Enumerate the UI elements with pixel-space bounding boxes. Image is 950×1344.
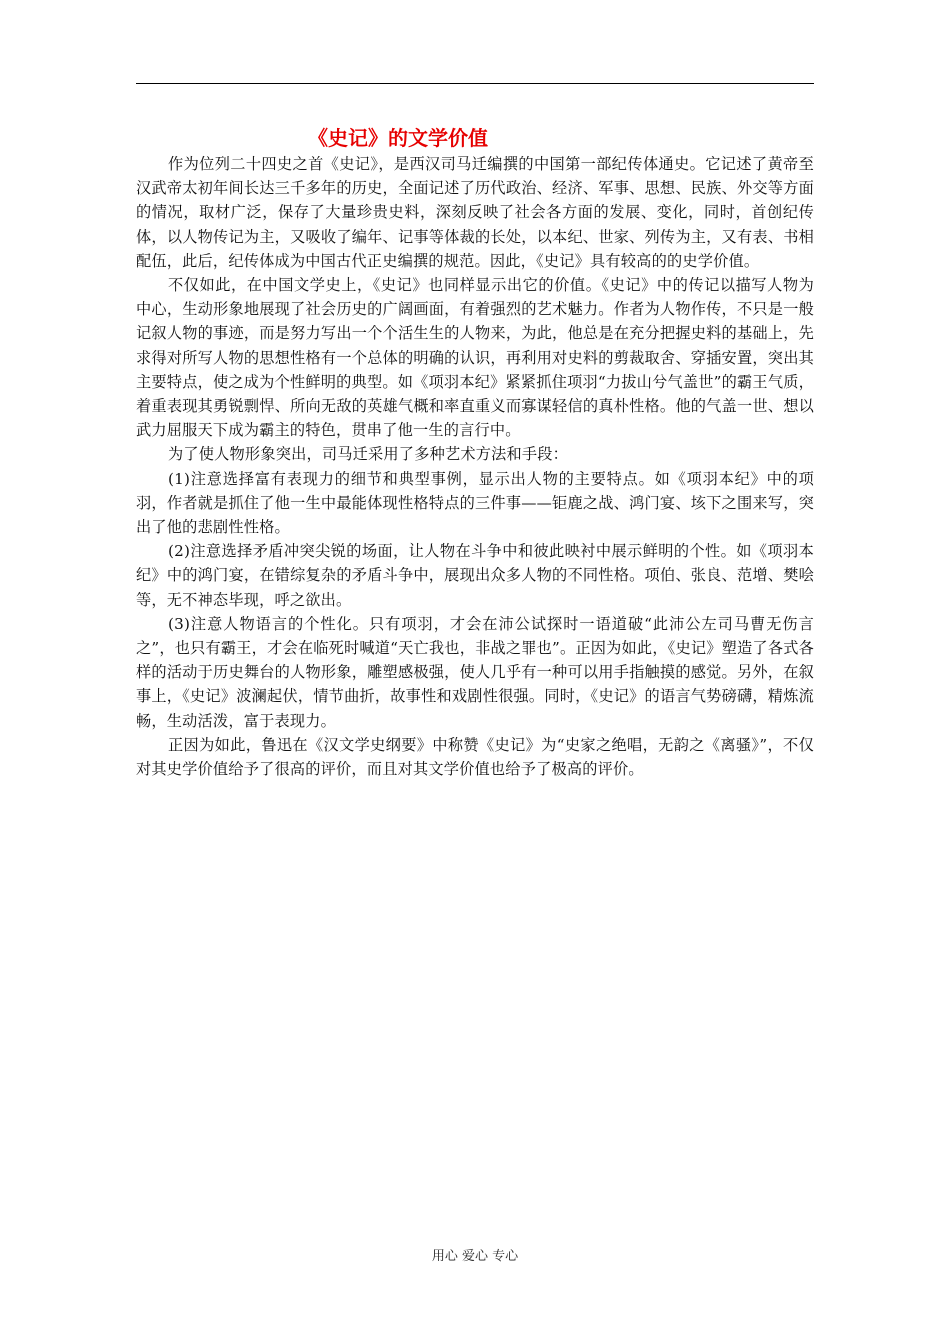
document-title: 《史记》的文学价值 bbox=[308, 126, 488, 150]
paragraph-method-1: (1)注意选择富有表现力的细节和典型事例，显示出人物的主要特点。如《项羽本纪》中的项羽，作者就是抓住了他一生中最能体现性格特点的三件事——钜鹿之战、鸿门宴、垓下之围来写，突出了他的悲剧性性格。 bbox=[136, 469, 814, 537]
document-body bbox=[136, 152, 814, 781]
paragraph-literary-value: 不仅如此，在中国文学史上，《史记》也同样显示出它的价值。《史记》中的传记以描写人物为中心，生动形象地展现了社会历史的广阔画面，有着强烈的艺术魅力。作者为人物作传，不只是一般记叙人物的事迹，而是努力写出一个个活生生的人物来，为此，他总是在充分把握史料的基础上，先求得对所写人物的思想性格有一个总体的明确的认识，再利用对史料的剪裁取舍、穿插安置，突出其主要特点，使之成为个性鲜明的典型。如《项羽本纪》紧紧抓住项羽“力拔山兮气盖世”的霸王气质，着重表现其勇锐剽悍、所向无敌的英雄气概和率直重义而寡谋轻信的真朴性格。他的气盖一世、想以武力屈服天下成为霸主的特色，贯串了他一生的言行中。 bbox=[136, 276, 814, 440]
paragraph-method-3: (3)注意人物语言的个性化。只有项羽，才会在沛公试探时一语道破“此沛公左司马曹无伤言之”，也只有霸王，才会在临死时喊道“天亡我也，非战之罪也”。正因为如此，《史记》塑造了各式各样的活动于历史舞台的人物形象，雕塑感极强，使人几乎有一种可以用手指触摸的感觉。另外，在叙事上，《史记》波澜起伏，情节曲折，故事性和戏剧性很强。同时，《史记》的语言气势磅礴，精炼流畅，生动活泼，富于表现力。 bbox=[136, 614, 814, 730]
page-footer: 用心 爱心 专心 bbox=[431, 1249, 519, 1264]
paragraph-intro: 作为位列二十四史之首《史记》，是西汉司马迁编撰的中国第一部纪传体通史。它记述了黄帝至汉武帝太初年间长达三千多年的历史，全面记述了历代政治、经济、军事、思想、民族、外交等方面的情况，取材广泛，保存了大量珍贵史料，深刻反映了社会各方面的发展、变化，同时，首创纪传体，以人物传记为主，又吸收了编年、记事等体裁的长处，以本纪、世家、列传为主，又有表、书相配伍，此后，纪传体成为中国古代正史编撰的规范。因此，《史记》具有较高的的史学价值。 bbox=[136, 155, 814, 270]
paragraph-methods-intro: 为了使人物形象突出，司马迁采用了多种艺术方法和手段： bbox=[168, 445, 569, 464]
paragraph-method-2: (2)注意选择矛盾冲突尖锐的场面，让人物在斗争中和彼此映衬中展示鲜明的个性。如《项羽本纪》中的鸿门宴，在错综复杂的矛盾斗争中，展现出众多人物的不同性格。项伯、张良、范增、樊哙等，无不神态毕现，呼之欲出。 bbox=[136, 542, 814, 609]
paragraph-conclusion: 正因为如此，鲁迅在《汉文学史纲要》中称赞《史记》为“史家之绝唱，无韵之《离骚》”，不仅对其史学价值给予了很高的评价，而且对其文学价值也给予了极高的评价。 bbox=[136, 735, 814, 779]
header-rule bbox=[136, 83, 814, 84]
